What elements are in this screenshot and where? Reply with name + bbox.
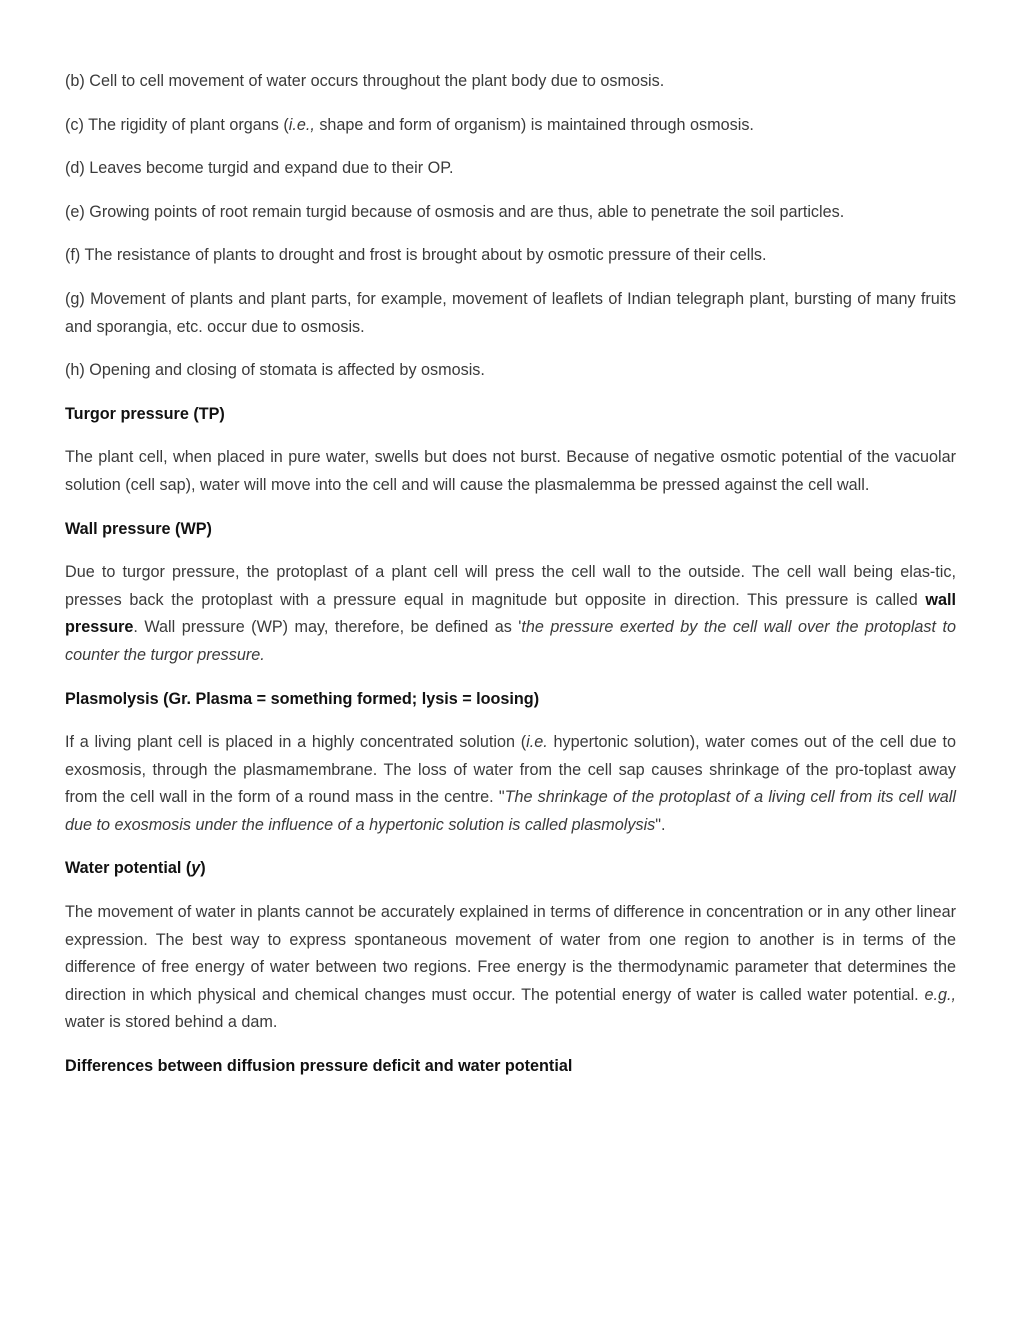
list-item-h: (h) Opening and closing of stomata is affected by osmosis. xyxy=(65,361,485,380)
list-item-b: (b) Cell to cell movement of water occurs throughout the plant body due to osmosis. xyxy=(65,72,665,90)
turgor-pressure-paragraph: The plant cell, when placed in pure water, swells but does not burst. Because of negative osmotic potential of the vacuolar solution (cell sap), water will move into the cell and will cause the plasmalemma be pressed against the cell wall. xyxy=(65,448,956,494)
differences-heading: Differences between diffusion pressure deficit and water potential xyxy=(65,1057,573,1076)
wall-pressure-paragraph: Due to turgor pressure, the protoplast of a plant cell will press the cell wall to the outside. The cell wall being elas-tic, presses back the protoplast with a pressure equal in magnitude but opposite in direction. This pressure is called wall pressure. Wall pressure (WP) may, therefore, be defined as 'the pressure exerted by the cell wall over the protoplast to counter the turgor pressure. xyxy=(65,563,956,664)
water-potential-paragraph: The movement of water in plants cannot be accurately explained in terms of difference in concentration or in any other linear expression. The best way to express spontaneous movement of water from one region to another is in terms of the difference of free energy of water between two regions. Free energy is the thermodynamic parameter that determines the direction in which physical and chemical changes must occur. The potential energy of water is called water potential. e.g., water is stored behind a dam. xyxy=(65,903,956,1032)
list-item-c: (c) The rigidity of plant organs (i.e., shape and form of organism) is maintained through osmosis. xyxy=(65,115,754,134)
water-potential-heading: Water potential (y) xyxy=(65,859,206,878)
document-page xyxy=(65,68,956,1097)
turgor-pressure-heading: Turgor pressure (TP) xyxy=(65,404,225,423)
list-item-f: (f) The resistance of plants to drought and frost is brought about by osmotic pressure of their cells. xyxy=(65,246,767,265)
plasmolysis-paragraph: If a living plant cell is placed in a highly concentrated solution (i.e. hypertonic solution), water comes out of the cell due to exosmosis, through the plasmamembrane. The loss of water from the cell sap causes shrinkage of the pro-toplast away from the cell wall in the form of a round mass in the centre. "The shrinkage of the protoplast of a living cell from its cell wall due to exosmosis under the influence of a hypertonic solution is called plasmolysis". xyxy=(65,733,957,834)
list-item-g: (g) Movement of plants and plant parts, for example, movement of leaflets of Indian telegraph plant, bursting of many fruits and sporangia, etc. occur due to osmosis. xyxy=(65,289,956,336)
wall-pressure-heading: Wall pressure (WP) xyxy=(65,519,212,538)
plasmolysis-heading: Plasmolysis (Gr. Plasma = something formed; lysis = loosing) xyxy=(65,689,540,708)
list-item-d: (d) Leaves become turgid and expand due to their OP. xyxy=(65,159,454,178)
list-item-e: (e) Growing points of root remain turgid because of osmosis and are thus, able to penetrate the soil particles. xyxy=(65,202,845,221)
